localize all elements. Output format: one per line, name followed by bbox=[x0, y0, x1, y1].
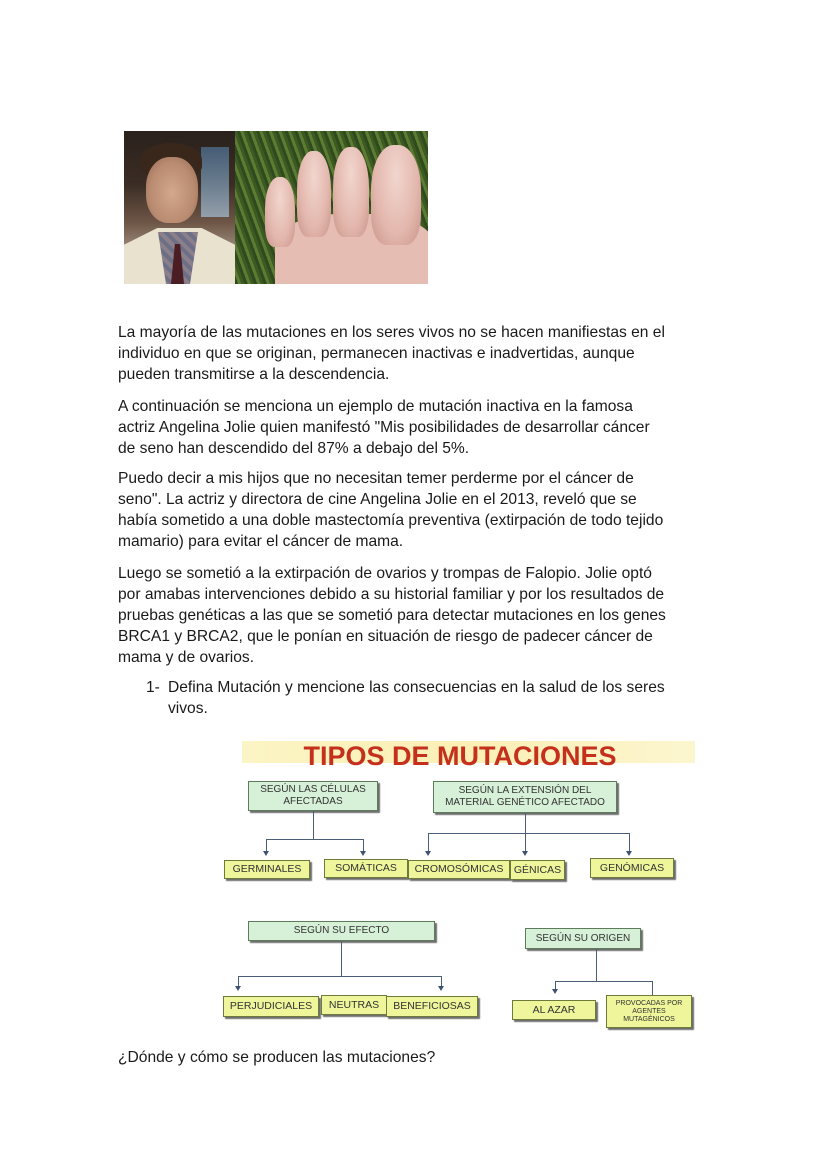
connector bbox=[428, 833, 629, 834]
leaf-neutras: NEUTRAS bbox=[321, 995, 387, 1015]
text-line: Puedo decir a mis hijos que no necesitan temer perderme por el cáncer de bbox=[118, 470, 634, 487]
category-label: MATERIAL GENÉTICO AFECTADO bbox=[445, 797, 605, 808]
text-line: individuo en que se originan, permanecen inactivas e inadvertidas, aunque bbox=[118, 344, 635, 362]
leaf-germinales: GERMINALES bbox=[224, 860, 310, 879]
connector bbox=[238, 976, 441, 977]
category-label: SEGÚN LAS CÉLULAS bbox=[260, 784, 366, 795]
arrow-down-icon bbox=[522, 851, 528, 856]
question-text bbox=[168, 678, 665, 720]
text-line: de seno han descendido del 87% a debajo del 5%. bbox=[118, 439, 470, 457]
connector bbox=[596, 949, 597, 981]
paragraph-intro bbox=[118, 323, 718, 386]
category-label: SEGÚN SU EFECTO bbox=[293, 925, 390, 936]
webbed-toes-photo-icon bbox=[235, 131, 428, 284]
arrow-down-icon bbox=[360, 851, 366, 856]
arrow-down-icon bbox=[438, 986, 444, 991]
text-line: actriz Angelina Jolie quien manifestó "Mis posibilidades de desarrollar cáncer bbox=[118, 418, 650, 436]
arrow-down-icon bbox=[626, 851, 632, 856]
arrow-down-icon bbox=[235, 986, 241, 991]
text-line: La mayoría de las mutaciones en los seres vivos no se hacen manifiestas en el bbox=[118, 324, 665, 341]
leaf-label: PROVOCADAS POR bbox=[615, 999, 683, 1007]
category-origin bbox=[525, 928, 641, 949]
category-label: AFECTADAS bbox=[283, 796, 343, 807]
leaf-beneficiosas: BENEFICIOSAS bbox=[386, 996, 478, 1017]
arrow-down-icon bbox=[552, 989, 558, 994]
arrow-down-icon bbox=[425, 851, 431, 856]
text-line: vivos. bbox=[168, 699, 208, 717]
paragraph-jolie-example bbox=[118, 397, 718, 460]
connector bbox=[428, 833, 429, 853]
connector bbox=[629, 833, 630, 853]
text-line: ¿Dónde y cómo se producen las mutaciones? bbox=[118, 1049, 436, 1066]
category-genetic-extent bbox=[433, 781, 617, 813]
question-number: 1- bbox=[146, 679, 160, 696]
category-cells-affected bbox=[248, 781, 378, 811]
text-line: A continuación se menciona un ejemplo de mutación inactiva en la famosa bbox=[118, 398, 633, 415]
text-line: había sometido a una doble mastectomía preventiva (extirpación de todo tejido bbox=[118, 511, 664, 529]
leaf-provocadas-agentes-mutagenicos bbox=[606, 995, 692, 1028]
category-label: SEGÚN LA EXTENSIÓN DEL bbox=[458, 785, 592, 796]
leaf-al-azar: AL AZAR bbox=[512, 1000, 596, 1020]
mutation-types-diagram bbox=[220, 738, 700, 1034]
text-line: Defina Mutación y mencione las consecuencias en la salud de los seres bbox=[168, 679, 665, 696]
leaf-label: AGENTES bbox=[632, 1007, 666, 1015]
diagram-title: TIPOS DE MUTACIONES bbox=[303, 741, 617, 771]
leaf-somaticas: SOMÁTICAS bbox=[324, 859, 408, 878]
leaf-label: MUTAGÉNICOS bbox=[623, 1015, 675, 1023]
leaf-cromosomicas: CROMOSÓMICAS bbox=[408, 860, 510, 879]
paragraph-brca-genes bbox=[118, 564, 718, 669]
leaf-genicas: GÉNICAS bbox=[510, 860, 565, 880]
connector bbox=[266, 839, 363, 840]
connector bbox=[555, 981, 652, 982]
text-line: mama y de ovarios. bbox=[118, 648, 255, 666]
connector bbox=[652, 981, 653, 995]
paragraph-mastectomy bbox=[118, 469, 718, 553]
category-label: SEGÚN SU ORIGEN bbox=[535, 932, 631, 944]
category-effect bbox=[248, 921, 435, 941]
connector bbox=[313, 811, 314, 839]
text-line: mamario) para evitar el cáncer de mama. bbox=[118, 532, 404, 550]
arrow-down-icon bbox=[263, 851, 269, 856]
text-line: seno". La actriz y directora de cine Angelina Jolie en el 2013, reveló que se bbox=[118, 490, 637, 508]
question-2 bbox=[118, 1048, 718, 1069]
text-line: por amabas intervenciones debido a su historial familiar y por los resultados de bbox=[118, 585, 665, 603]
text-line: pueden transmitirse a la descendencia. bbox=[118, 365, 390, 383]
text-line: BRCA1 y BRCA2, que le ponían en situación de riesgo de padecer cáncer de bbox=[118, 627, 653, 645]
leaf-perjudiciales: PERJUDICIALES bbox=[223, 996, 319, 1017]
leaf-genomicas: GENÓMICAS bbox=[590, 858, 674, 878]
person-photo-icon bbox=[124, 131, 235, 284]
mutation-example-photo bbox=[124, 131, 428, 284]
text-line: Luego se sometió a la extirpación de ovarios y trompas de Falopio. Jolie optó bbox=[118, 565, 652, 582]
text-line: pruebas genéticas a las que se sometió para detectar mutaciones en los genes bbox=[118, 606, 666, 624]
connector bbox=[341, 941, 342, 977]
